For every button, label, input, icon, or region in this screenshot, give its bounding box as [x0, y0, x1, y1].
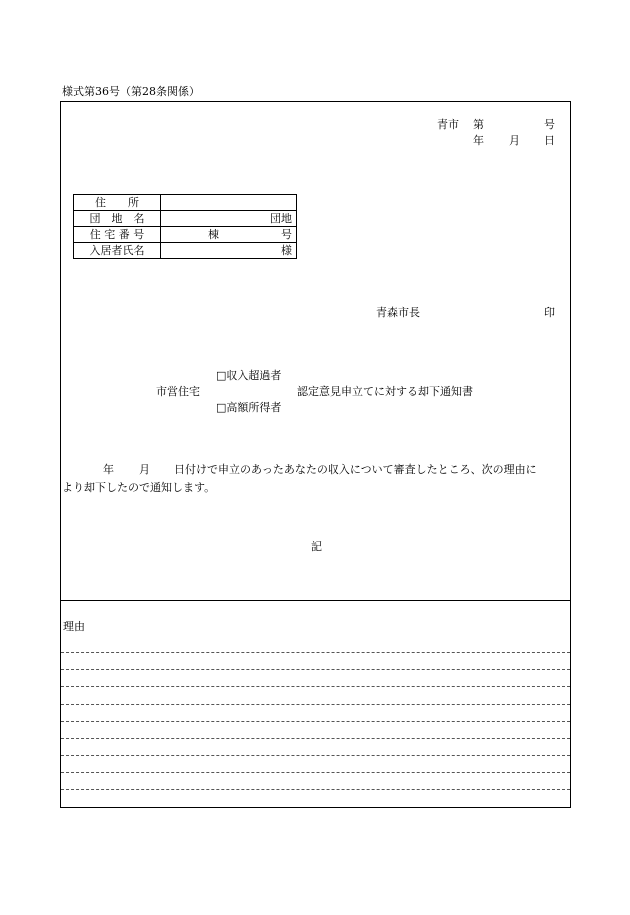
option-income-excess: □収入超過者 — [216, 369, 282, 382]
reason-line — [61, 669, 570, 670]
housing-number-label: 住 宅 番 号 — [74, 227, 161, 243]
form-number-label: 様式第36号（第28条関係） — [62, 85, 200, 98]
table-row — [74, 211, 297, 227]
address-label: 住 所 — [74, 195, 161, 211]
date-year: 年 — [473, 134, 484, 147]
housing-complex-label: 団 地 名 — [74, 211, 161, 227]
number-go: 号 — [544, 118, 555, 131]
reason-line — [61, 789, 570, 790]
body-year: 年 — [103, 463, 114, 476]
housing-complex-value: 団地 — [161, 211, 297, 227]
ki-mark: 記 — [311, 540, 322, 553]
tenant-name-value: 様 — [161, 243, 297, 259]
address-value — [161, 195, 297, 211]
subject-title: 認定意見申立てに対する却下通知書 — [297, 385, 473, 398]
date-month: 月 — [509, 134, 520, 147]
reason-line — [61, 704, 570, 705]
section-divider — [60, 600, 571, 601]
reason-line — [61, 738, 570, 739]
table-row — [74, 243, 297, 259]
subject-prefix: 市営住宅 — [156, 385, 200, 398]
building-suffix: 棟 — [208, 227, 219, 241]
city-abbrev: 青市 — [437, 118, 459, 131]
tenant-name-label: 入居者氏名 — [74, 243, 161, 259]
body-line-1: 日付けで申立のあったあなたの収入について審査したところ、次の理由に — [174, 463, 537, 476]
body-month: 月 — [139, 463, 150, 476]
option-high-income: □高額所得者 — [216, 401, 282, 414]
reason-line — [61, 755, 570, 756]
reason-line — [61, 652, 570, 653]
seal-mark: 印 — [544, 306, 555, 319]
table-row — [74, 227, 297, 243]
recipient-table — [73, 194, 297, 259]
date-day: 日 — [544, 134, 555, 147]
reason-line — [61, 721, 570, 722]
reason-line — [61, 686, 570, 687]
number-dai: 第 — [473, 118, 484, 131]
table-row — [74, 195, 297, 211]
mayor-title: 青森市長 — [376, 306, 420, 319]
housing-number-value — [161, 227, 297, 243]
room-suffix: 号 — [281, 227, 292, 241]
body-line-2: より却下したので通知します。 — [62, 481, 216, 494]
reason-label: 理由 — [63, 620, 85, 633]
reason-line — [61, 772, 570, 773]
